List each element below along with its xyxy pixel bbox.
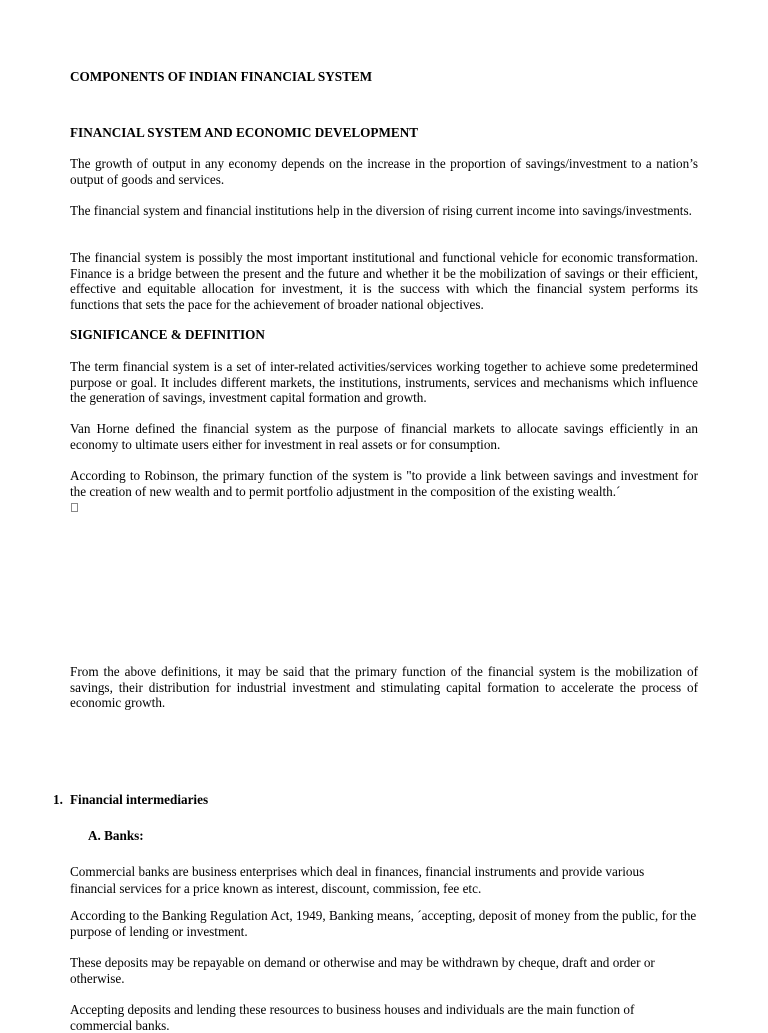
paragraph-commercial-banks: Commercial banks are business enterprises which deal in finances, financial instruments and provide various financial services for a price known as interest, discount, commission, fee etc. <box>70 864 645 896</box>
paragraph-financial-system-vehicle: The financial system is possibly the most important institutional and functional vehicle for economic transformation. Finance is a bridge between the present and the future and whether it be the mobilization of savings or their efficient, effective and equitable allocation for investment, it is the success with which the financial system performs its functions that sets the pace for the achievement of broader national objectives. <box>70 250 698 312</box>
section-heading-economic-development: FINANCIAL SYSTEM AND ECONOMIC DEVELOPMENT <box>70 125 419 140</box>
paragraph-term-definition: The term financial system is a set of inter-related activities/services working together to achieve some predetermined purpose or goal. It includes different markets, the institutions, instruments, services and mechanisms which influence the generation of savings, investment capital formation and growth. <box>70 359 698 405</box>
sub-heading-banks: A. Banks: <box>88 828 144 843</box>
list-heading-financial-intermediaries: Financial intermediaries <box>70 792 209 807</box>
document-title: COMPONENTS OF INDIAN FINANCIAL SYSTEM <box>70 69 373 84</box>
paragraph-robinson: According to Robinson, the primary function of the system is "to provide a link between savings and investment for the creation of new wealth and to permit portfolio adjustment in the composition of the existing wealth.´ <box>70 468 698 499</box>
paragraph-deposits: These deposits may be repayable on demand or otherwise and may be withdrawn by cheque, draft and order or otherwise. <box>70 955 655 986</box>
paragraph-accepting-deposits: Accepting deposits and lending these resources to business houses and individuals are the main function of commercial banks. <box>70 1002 635 1033</box>
missing-glyph-icon <box>71 503 78 512</box>
paragraph-conclusion: From the above definitions, it may be said that the primary function of the financial system is the mobilization of savings, their distribution for industrial investment and stimulating capital formation to accelerate the process of economic growth. <box>70 664 698 710</box>
paragraph-van-horne: Van Horne defined the financial system as the purpose of financial markets to allocate savings efficiently in an economy to ultimate users either for investment in real assets or for consumption. <box>70 421 698 452</box>
section-heading-significance: SIGNIFICANCE & DEFINITION <box>70 327 265 342</box>
paragraph-growth-of-output: The growth of output in any economy depends on the increase in the proportion of savings/investment to a nation’s output of goods and services. <box>70 156 698 187</box>
paragraph-financial-institutions: The financial system and financial institutions help in the diversion of rising current income into savings/investments. <box>70 203 692 218</box>
list-number: 1. <box>53 792 63 807</box>
paragraph-banking-regulation-act: According to the Banking Regulation Act, 1949, Banking means, ´accepting, deposit of money from the public, for the purpose of lending or investment. <box>70 908 697 939</box>
